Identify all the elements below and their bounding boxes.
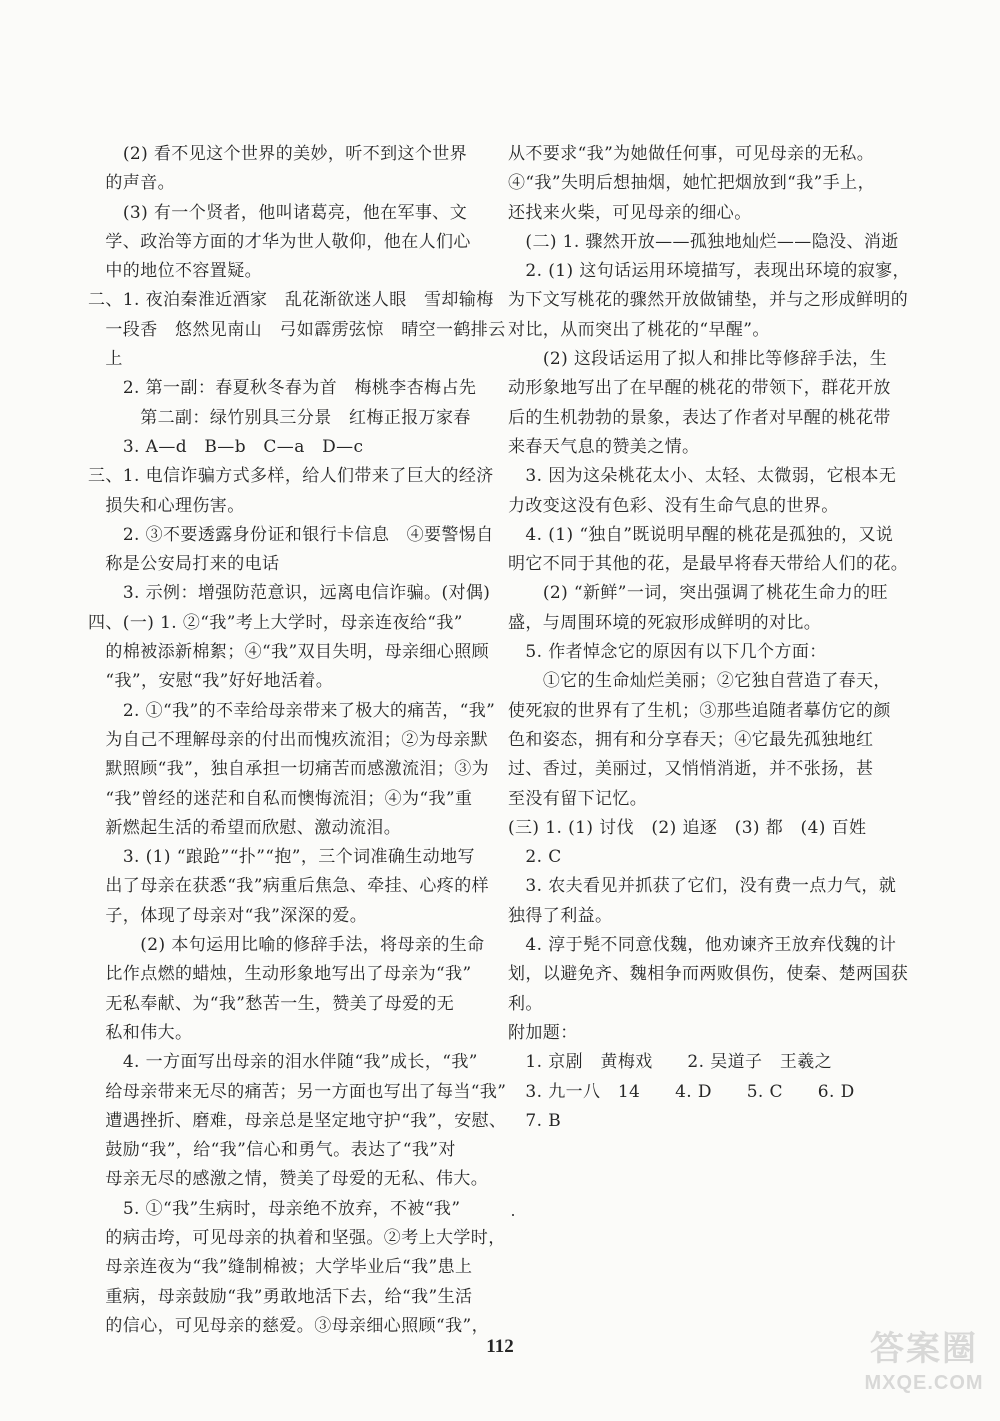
text-line: 盛，与周围环境的死寂形成鲜明的对比。	[508, 612, 822, 633]
text-line: (2) 本句运用比喻的修辞手法，将母亲的生命	[88, 935, 485, 956]
text-line: 重病，母亲鼓励“我”勇敢地活下去，给“我”生活	[88, 1286, 473, 1307]
text-line: 的声音。	[88, 173, 176, 194]
text-line: 四、(一) 1. ②“我”考上大学时，母亲连夜给“我”	[88, 612, 463, 633]
left-column	[88, 140, 507, 1341]
text-line: 母亲无尽的感激之情，赞美了母爱的无私、伟大。	[88, 1169, 489, 1190]
text-line: 2. ③不要透露身份证和银行卡信息 ④要警惕自	[88, 524, 494, 545]
text-line: 给母亲带来无尽的痛苦；另一方面也写出了每当“我”	[88, 1081, 507, 1102]
text-line: 来春天气息的赞美之情。	[508, 436, 700, 457]
text-line: 4. (1) “独自”既说明早醒的桃花是孤独的，又说	[508, 524, 894, 545]
text-line: 独得了利益。	[508, 905, 613, 926]
text-line: 7. B	[508, 1110, 562, 1131]
text-line: 2. ①“我”的不幸给母亲带来了极大的痛苦，“我”	[88, 700, 496, 721]
text-line: (二) 1. 骤然开放——孤独地灿烂——隐没、消逝	[508, 231, 899, 252]
page-number: 112	[486, 1336, 514, 1357]
text-line: 的棉被添新棉絮；④“我”双目失明，母亲细心照顾	[88, 642, 489, 663]
right-column	[508, 140, 910, 1136]
text-line: ④“我”失明后想抽烟，她忙把烟放到“我”手上，	[508, 173, 875, 194]
text-line: 默照顾“我”，独自承担一切痛苦而感激流泪；③为	[88, 759, 489, 780]
text-line: 比作点燃的蜡烛，生动形象地写出了母亲为“我”	[88, 964, 472, 985]
stray-dot	[512, 1214, 514, 1216]
text-line: 后的生机勃勃的景象，表达了作者对早醒的桃花带	[508, 407, 891, 428]
text-line: 一段香 悠然见南山 弓如霹雳弦惊 晴空一鹤排云	[88, 319, 506, 340]
text-line: 从不要求“我”为她做任何事，可见母亲的无私。	[508, 144, 875, 164]
text-line: 称是公安局打来的电话	[88, 554, 280, 575]
text-line: “我”，安慰“我”好好地活着。	[88, 671, 334, 692]
text-line: 子，体现了母亲对“我”深深的爱。	[88, 905, 368, 926]
text-line: (2) “新鲜”一词，突出强调了桃花生命力的旺	[508, 583, 888, 604]
text-line: 出了母亲在获悉“我”病重后焦急、牵挂、心疼的样	[88, 876, 489, 897]
text-line: 2. 第一副：春夏秋冬春为首 梅桃李杏梅占先	[88, 378, 477, 399]
text-line: 3. 九一八 14 4. D 5. C 6. D	[508, 1081, 855, 1102]
text-line: 新燃起生活的希望而欣慰、激动流泪。	[88, 817, 402, 838]
text-line: 3. 因为这朵桃花太小、太轻、太微弱，它根本无	[508, 466, 897, 487]
text-line: 中的地位不容置疑。	[88, 261, 263, 282]
text-line: 使死寂的世界有了生机；③那些追随者摹仿它的颜	[508, 700, 891, 721]
text-line: 过、香过，美丽过，又悄悄消逝，并不张扬，甚	[508, 759, 874, 780]
watermark-site: MXQE.COM	[864, 1372, 984, 1394]
text-line: “我”曾经的迷茫和自私而懊悔流泪；④为“我”重	[88, 788, 473, 809]
text-line: 动形象地写出了在早醒的桃花的带领下，群花开放	[508, 378, 891, 399]
text-line: ①它的生命灿烂美丽；②它独自营造了春天，	[508, 671, 891, 692]
text-line: 无私奉献、为“我”愁苦一生，赞美了母爱的无	[88, 993, 455, 1014]
text-line: 遭遇挫折、磨难，母亲总是坚定地守护“我”，安慰、	[88, 1110, 507, 1131]
text-line: 3. A—d B—b C—a D—c	[88, 436, 364, 457]
text-line: 力改变这没有色彩、没有生命气息的世界。	[508, 495, 839, 516]
text-line: 私和伟大。	[88, 1022, 193, 1043]
text-line: 1. 京剧 黄梅戏 2. 吴道子 王羲之	[508, 1052, 833, 1073]
watermark-title: 答案圈	[870, 1329, 978, 1369]
text-line: 利。	[508, 993, 543, 1014]
text-line: 5. 作者悼念它的原因有以下几个方面：	[508, 642, 827, 663]
text-line: 附加题：	[508, 1022, 578, 1043]
text-line: 色和姿态，拥有和分享春天；④它最先孤独地红	[508, 729, 874, 750]
text-line: 划，以避免齐、魏相争而两败俱伤，使秦、楚两国获	[508, 964, 909, 985]
text-line: 为自己不理解母亲的付出而愧疚流泪；②为母亲默	[88, 729, 489, 750]
text-line: 2. (1) 这句话运用环境描写，表现出环境的寂寥，	[508, 261, 910, 282]
text-line: 至没有留下记忆。	[508, 788, 648, 809]
text-line: 5. ①“我”生病时，母亲绝不放弃，不被“我”	[88, 1198, 461, 1219]
text-line: 4. 淳于髡不同意伐魏，他劝谏齐王放弃伐魏的计	[508, 935, 897, 956]
text-line: 4. 一方面写出母亲的泪水伴随“我”成长，“我”	[88, 1052, 478, 1073]
text-line: (3) 有一个贤者，他叫诸葛亮，他在军事、文	[88, 202, 468, 223]
watermark-logo	[864, 1327, 984, 1407]
text-line: 第二副：绿竹别具三分景 红梅正报万家春	[88, 407, 471, 428]
text-line: 3. 示例：增强防范意识，远离电信诈骗。(对偶)	[88, 583, 491, 604]
text-line: 2. C	[508, 847, 562, 868]
text-line: 学、政治等方面的才华为世人敬仰，他在人们心	[88, 231, 471, 252]
text-line: 3. (1) “踉跄”“扑”“抱”，三个词准确生动地写	[88, 847, 475, 868]
text-line: (三) 1. (1) 讨伐 (2) 追逐 (3) 都 (4) 百姓	[508, 817, 867, 838]
text-line: 二、1. 夜泊秦淮近酒家 乱花渐欲迷人眼 雪却输梅	[88, 290, 494, 311]
text-line: 上	[88, 349, 123, 370]
text-line: 还找来火柴，可见母亲的细心。	[508, 202, 752, 223]
text-line: 明它不同于其他的花，是最早将春天带给人们的花。	[508, 554, 909, 575]
text-line: 的信心，可见母亲的慈爱。③母亲细心照顾“我”，	[88, 1315, 489, 1336]
text-line: 的病击垮，可见母亲的执着和坚强。②考上大学时，	[88, 1227, 506, 1248]
text-line: 损失和心理伤害。	[88, 495, 245, 516]
text-line: (2) 看不见这个世界的美妙，听不到这个世界	[88, 144, 468, 164]
text-line: (2) 这段话运用了拟人和排比等修辞手法，生	[508, 349, 888, 370]
text-line: 母亲连夜为“我”缝制棉被；大学毕业后“我”患上	[88, 1257, 473, 1278]
text-line: 3. 农夫看见并抓获了它们，没有费一点力气，就	[508, 876, 897, 897]
text-line: 为下文写桃花的骤然开放做铺垫，并与之形成鲜明的	[508, 290, 909, 311]
text-line: 鼓励“我”，给“我”信心和勇气。表达了“我”对	[88, 1140, 456, 1161]
text-line: 三、1. 电信诈骗方式多样，给人们带来了巨大的经济	[88, 466, 494, 487]
text-line: 对比，从而突出了桃花的“早醒”。	[508, 319, 770, 340]
